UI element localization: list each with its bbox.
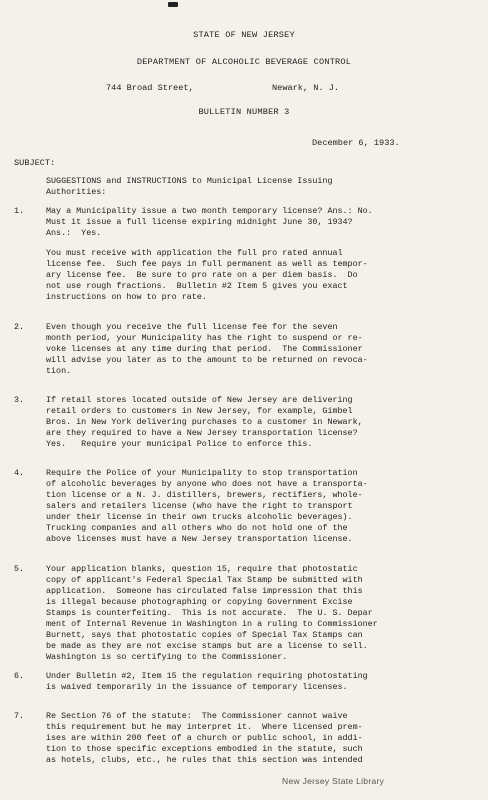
- item-line: are they required to have a New Jersey transportation license?: [46, 428, 358, 438]
- item-line: If retail stores located outside of New Jersey are delivering: [46, 395, 353, 405]
- item-line: ment of Internal Revenue in Washington in a ruling to Commissioner: [46, 619, 378, 629]
- item-line: above licenses must have a New Jersey transportation license.: [46, 534, 353, 544]
- item-line: not use rough fractions. Bulletin #2 Item 5 gives you exact: [46, 281, 348, 291]
- item-line: Under Bulletin #2, Item 15 the regulation requiring photostating: [46, 671, 368, 681]
- item-line: tion.: [46, 366, 72, 376]
- header-street: 744 Broad Street,: [106, 83, 194, 93]
- item-line: Require the Police of your Municipality to stop transportation: [46, 468, 358, 478]
- item-line: application. Someone has circulated false impression that this: [46, 586, 363, 596]
- item-line: Stamps is counterfeiting. This is not accurate. The U. S. Depar: [46, 608, 373, 618]
- item-line: is illegal because photographing or copying Government Excise: [46, 597, 353, 607]
- item-line: ary license fee. Be sure to pro rate on a per diem basis. Do: [46, 270, 358, 280]
- ink-mark: [168, 2, 178, 7]
- item-line: be made as they are not excise stamps but are a license to sell.: [46, 641, 368, 651]
- item-line: instructions on how to pro rate.: [46, 292, 207, 302]
- item-line: tion license or a N. J. distillers, brewers, rectifiers, whole-: [46, 490, 363, 500]
- item-line: of alcoholic beverages by anyone who does not have a transporta-: [46, 479, 368, 489]
- item-number: 3.: [14, 395, 25, 405]
- item-line: Trucking companies and all others who do not hold one of the: [46, 523, 348, 533]
- item-line: Must it issue a full license expiring midnight June 30, 1934?: [46, 217, 353, 227]
- item-line: license fee. Such fee pays in full permanent as well as tempor-: [46, 259, 368, 269]
- item-number: 7.: [14, 711, 25, 721]
- item-line: as hotels, clubs, etc., he rules that this section was intended: [46, 755, 363, 765]
- item-line: is waived temporarily in the issuance of temporary licenses.: [46, 682, 348, 692]
- item-line: May a Municipality issue a two month temporary license? Ans.: No.: [46, 206, 373, 216]
- item-line: Washington is so certifying to the Commissioner.: [46, 652, 288, 662]
- item-line: retail orders to customers in New Jersey, for example, Gimbel: [46, 406, 353, 416]
- item-line: this requirement but he may interpret it. Where licensed prem-: [46, 722, 363, 732]
- item-line: You must receive with application the full pro rated annual: [46, 248, 343, 258]
- item-line: Yes. Require your municipal Police to enforce this.: [46, 439, 313, 449]
- subject-line: Authorities:: [46, 187, 107, 197]
- library-stamp: New Jersey State Library: [282, 776, 385, 786]
- document-date: December 6, 1933.: [312, 138, 400, 148]
- item-number: 1.: [14, 206, 25, 216]
- item-line: salers and retailers license (who have the right to transport: [46, 501, 353, 511]
- item-number: 2.: [14, 322, 25, 332]
- item-line: voke licenses at any time during that period. The Commissioner: [46, 344, 363, 354]
- item-line: month period, your Municipality has the right to suspend or re-: [46, 333, 363, 343]
- item-line: tion to those specific exceptions embodied in the statute, such: [46, 744, 363, 754]
- item-number: 5.: [14, 564, 25, 574]
- item-line: under their license in their own trucks alcoholic beverages).: [46, 512, 353, 522]
- subject-label: SUBJECT:: [14, 158, 56, 168]
- item-line: copy of applicant's Federal Special Tax Stamp be submitted with: [46, 575, 363, 585]
- header-bulletin: BULLETIN NUMBER 3: [198, 107, 290, 117]
- item-line: Re Section 76 of the statute: The Commissioner cannot waive: [46, 711, 348, 721]
- header-state: STATE OF NEW JERSEY: [193, 30, 295, 40]
- item-line: Burnett, says that photostatic copies of Special Tax Stamps can: [46, 630, 363, 640]
- header-city: Newark, N. J.: [272, 83, 340, 93]
- item-line: Bros. in New York delivering purchases to a customer in Newark,: [46, 417, 363, 427]
- item-line: Even though you receive the full license fee for the seven: [46, 322, 338, 332]
- item-number: 4.: [14, 468, 25, 478]
- item-line: ises are within 200 feet of a church or public school, in addi-: [46, 733, 363, 743]
- subject-line: SUGGESTIONS and INSTRUCTIONS to Municipal License Issuing: [46, 176, 333, 186]
- header-department: DEPARTMENT OF ALCOHOLIC BEVERAGE CONTROL: [136, 57, 352, 67]
- item-line: Ans.: Yes.: [46, 228, 102, 238]
- item-line: will advise you later as to the amount to be returned on revoca-: [46, 355, 368, 365]
- item-line: Your application blanks, question 15, require that photostatic: [46, 564, 358, 574]
- item-number: 6.: [14, 671, 25, 681]
